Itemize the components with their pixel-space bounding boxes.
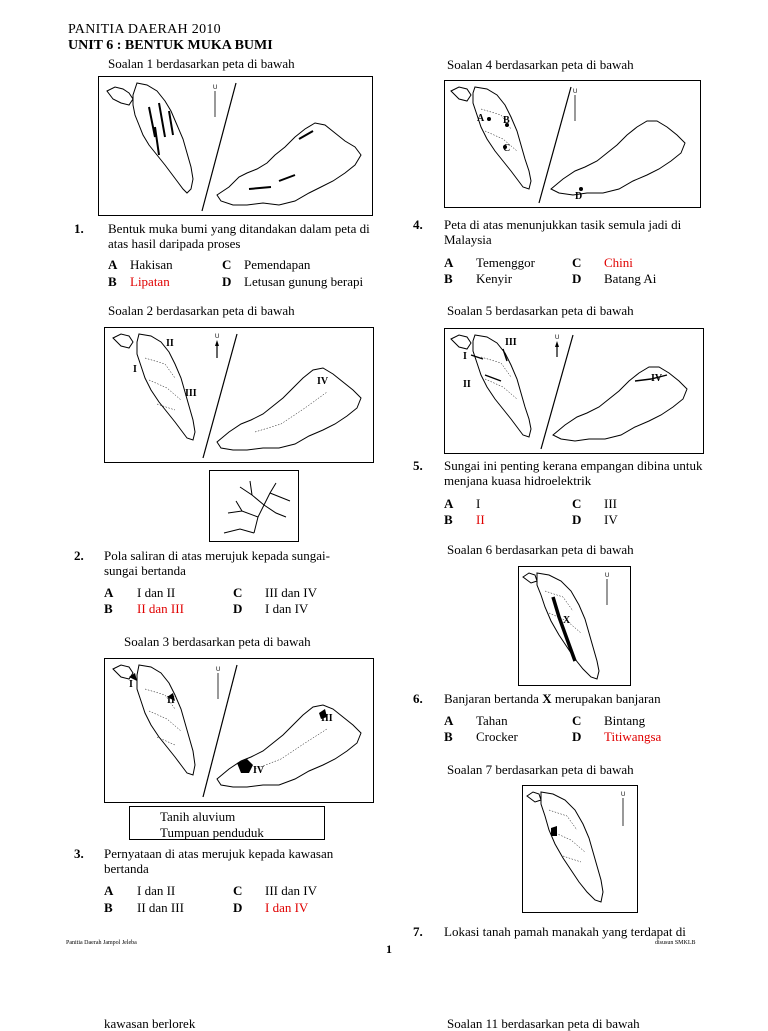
caption-q1: Soalan 1 berdasarkan peta di bawah bbox=[108, 56, 295, 71]
q2-option-a[interactable]: I dan II bbox=[137, 585, 176, 600]
q5-option-a-letter: A bbox=[444, 496, 454, 511]
q4-option-c-letter: C bbox=[572, 255, 582, 270]
q2-label-i: I bbox=[133, 364, 137, 375]
footer-left: Panitia Daerah Jampol Jeleba bbox=[66, 940, 137, 946]
q3-option-d-answer[interactable]: I dan IV bbox=[265, 900, 309, 915]
q2-label-iii: III bbox=[185, 388, 197, 399]
q1-option-d-letter: D bbox=[222, 274, 232, 289]
q3-label-i: I bbox=[129, 679, 133, 690]
q5-option-b-letter: B bbox=[444, 512, 453, 527]
north-label: U bbox=[213, 85, 218, 91]
q3-statement-1: Tanih aluvium bbox=[160, 809, 236, 824]
q2-label-iv: IV bbox=[317, 376, 329, 387]
q5-option-c-letter: C bbox=[572, 496, 582, 511]
next-page-left-text: kawasan berlorek bbox=[104, 1016, 196, 1031]
q5-option-a[interactable]: I bbox=[476, 496, 481, 511]
q2-number: 2. bbox=[74, 548, 84, 563]
q6-text-bold: X bbox=[542, 691, 552, 706]
q7-number: 7. bbox=[413, 924, 423, 939]
q1-option-c-letter: C bbox=[222, 257, 232, 272]
q6-label-x: X bbox=[563, 615, 571, 626]
q3-option-c-letter: C bbox=[233, 883, 243, 898]
page-number: 1 bbox=[386, 942, 392, 956]
q2-option-a-letter: A bbox=[104, 585, 114, 600]
caption-q2: Soalan 2 berdasarkan peta di bawah bbox=[108, 303, 295, 318]
q5-label-iv: IV bbox=[651, 373, 663, 384]
q4-label-c: C bbox=[503, 143, 511, 154]
q3-option-c[interactable]: III dan IV bbox=[265, 883, 317, 898]
q1-option-d[interactable]: Letusan gunung berapi bbox=[244, 274, 364, 289]
map-q5 bbox=[444, 328, 704, 454]
map-q4 bbox=[444, 80, 701, 208]
map-q1 bbox=[98, 76, 373, 216]
caption-q3: Soalan 3 berdasarkan peta di bawah bbox=[124, 634, 311, 649]
q3-option-a-letter: A bbox=[104, 883, 114, 898]
q2-option-b-answer[interactable]: II dan III bbox=[137, 601, 184, 616]
caption-q5: Soalan 5 berdasarkan peta di bawah bbox=[447, 303, 634, 318]
north-label: U bbox=[573, 89, 578, 95]
unit-title: UNIT 6 : BENTUK MUKA BUMI bbox=[68, 38, 273, 53]
q6-option-c[interactable]: Bintang bbox=[604, 713, 646, 728]
q5-label-ii: II bbox=[463, 379, 471, 390]
q2-option-d[interactable]: I dan IV bbox=[265, 601, 309, 616]
q4-option-a-letter: A bbox=[444, 255, 454, 270]
q6-text-pre: Banjaran bertanda bbox=[444, 691, 543, 706]
q1-option-b-answer[interactable]: Lipatan bbox=[130, 274, 170, 289]
q4-option-d-letter: D bbox=[572, 271, 582, 286]
q5-option-b-answer[interactable]: II bbox=[476, 512, 485, 527]
north-label: U bbox=[621, 792, 626, 798]
q2-label-ii: II bbox=[166, 338, 174, 349]
q4-option-d[interactable]: Batang Ai bbox=[604, 271, 657, 286]
q6-text-post: merupakan banjaran bbox=[551, 691, 661, 706]
header-title: PANITIA DAERAH 2010 bbox=[68, 22, 221, 37]
q3-option-b-letter: B bbox=[104, 900, 113, 915]
q1-option-b-letter: B bbox=[108, 274, 117, 289]
q5-option-c[interactable]: III bbox=[604, 496, 617, 511]
q7-text: Lokasi tanah pamah manakah yang terdapat di bbox=[444, 924, 686, 939]
q5-option-d-letter: D bbox=[572, 512, 582, 527]
north-label: U bbox=[605, 573, 610, 579]
q4-number: 4. bbox=[413, 217, 423, 232]
q6-option-c-letter: C bbox=[572, 713, 582, 728]
caption-q4: Soalan 4 berdasarkan peta di bawah bbox=[447, 57, 634, 72]
q3-option-b[interactable]: II dan III bbox=[137, 900, 184, 915]
q5-text: Sungai ini penting kerana empangan dibina untuk menjana kuasa hidroelektrik bbox=[444, 458, 703, 488]
q3-label-ii: II bbox=[167, 695, 175, 706]
q3-statement-2: Tumpuan penduduk bbox=[160, 825, 264, 840]
map-q2 bbox=[104, 327, 374, 463]
q2-option-c-letter: C bbox=[233, 585, 243, 600]
q6-option-b-letter: B bbox=[444, 729, 453, 744]
north-label: U bbox=[555, 335, 560, 341]
q3-label-iv: IV bbox=[253, 765, 265, 776]
q5-label-iii: III bbox=[505, 337, 517, 348]
q4-label-b: B bbox=[503, 115, 510, 126]
north-label: U bbox=[216, 667, 221, 673]
q4-text: Peta di atas menunjukkan tasik semula jadi di Malaysia bbox=[444, 217, 682, 247]
q3-option-a[interactable]: I dan II bbox=[137, 883, 176, 898]
q4-label-a: A bbox=[477, 113, 485, 124]
q3-option-d-letter: D bbox=[233, 900, 243, 915]
q3-number: 3. bbox=[74, 846, 84, 861]
q6-number: 6. bbox=[413, 691, 423, 706]
q4-option-c-answer[interactable]: Chini bbox=[604, 255, 633, 270]
q6-text bbox=[444, 691, 714, 706]
q6-option-a[interactable]: Tahan bbox=[476, 713, 508, 728]
q1-number: 1. bbox=[74, 221, 84, 236]
q6-option-a-letter: A bbox=[444, 713, 454, 728]
drainage-pattern-diagram bbox=[209, 470, 299, 542]
q5-number: 5. bbox=[413, 458, 423, 473]
caption-q6: Soalan 6 berdasarkan peta di bawah bbox=[447, 542, 634, 557]
q2-text: Pola saliran di atas merujuk kepada sungai-sungai bertanda bbox=[104, 548, 330, 578]
q2-option-c[interactable]: III dan IV bbox=[265, 585, 317, 600]
map-q3 bbox=[104, 658, 374, 803]
q5-label-i: I bbox=[463, 351, 467, 362]
q2-option-b-letter: B bbox=[104, 601, 113, 616]
map-q6 bbox=[518, 566, 631, 686]
q3-text: Pernyataan di atas merujuk kepada kawasan bertanda bbox=[104, 846, 334, 876]
q1-text: Bentuk muka bumi yang ditandakan dalam peta di atas hasil daripada proses bbox=[108, 221, 370, 251]
q1-option-a[interactable]: Hakisan bbox=[130, 257, 173, 272]
caption-q7: Soalan 7 berdasarkan peta di bawah bbox=[447, 762, 634, 777]
q1-option-c[interactable]: Pemendapan bbox=[244, 257, 311, 272]
q3-statement-box bbox=[129, 806, 325, 840]
q4-option-a[interactable]: Temenggor bbox=[476, 255, 536, 270]
q2-option-d-letter: D bbox=[233, 601, 243, 616]
footer-right: disusun SMKLB bbox=[655, 940, 696, 946]
q4-label-d: D bbox=[575, 191, 583, 202]
q6-option-b[interactable]: Crocker bbox=[476, 729, 518, 744]
q6-option-d-letter: D bbox=[572, 729, 582, 744]
q5-option-d[interactable]: IV bbox=[604, 512, 618, 527]
q4-option-b[interactable]: Kenyir bbox=[476, 271, 513, 286]
q1-option-a-letter: A bbox=[108, 257, 118, 272]
q6-option-d-answer[interactable]: Titiwangsa bbox=[604, 729, 662, 744]
north-label: U bbox=[215, 334, 220, 340]
q4-option-b-letter: B bbox=[444, 271, 453, 286]
next-page-right-text: Soalan 11 berdasarkan peta di bawah bbox=[447, 1016, 640, 1031]
map-q7 bbox=[522, 785, 638, 913]
q3-label-iii: III bbox=[321, 713, 333, 724]
